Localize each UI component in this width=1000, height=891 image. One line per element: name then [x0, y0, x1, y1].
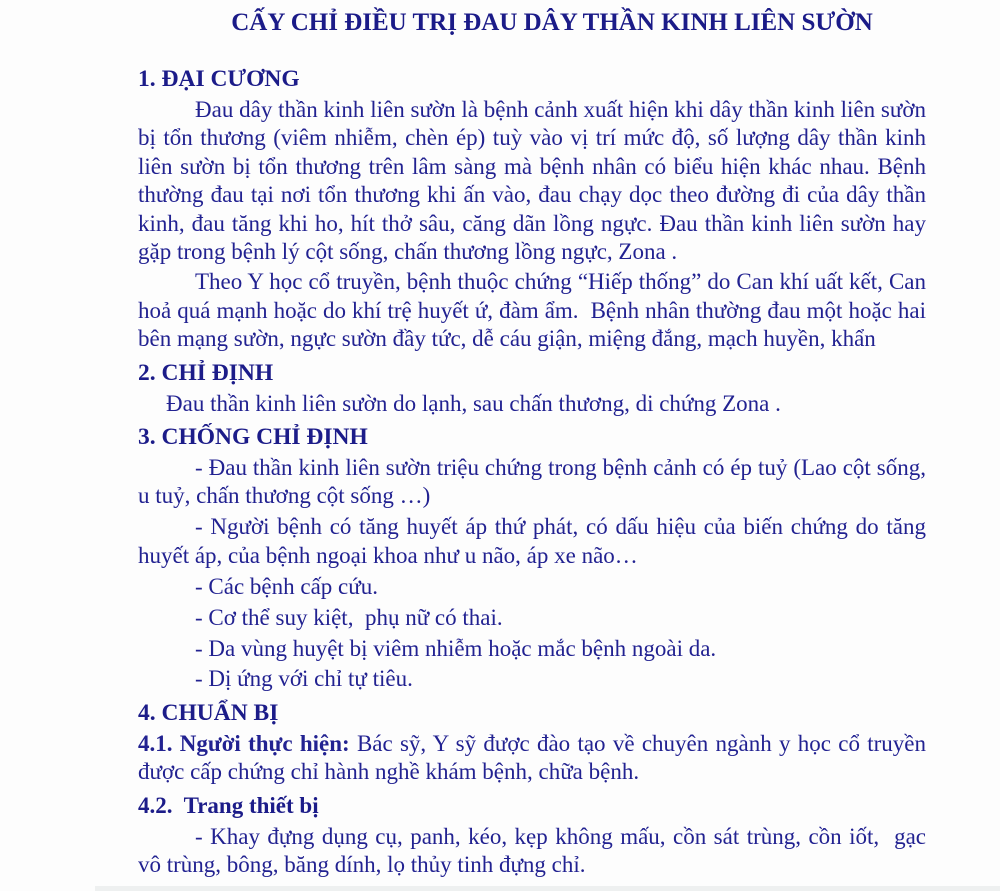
contraindication-item: - Cơ thể suy kiệt, phụ nữ có thai.	[195, 604, 503, 630]
contraindication-item: - Người bệnh có tăng huyết áp thứ phát, có dấu hiệu của biến chứng do tăng huyết áp, của bệnh ngoại khoa như u não, áp xe não…	[138, 514, 932, 568]
contraindication-item: - Dị ứng với chỉ tự tiêu.	[195, 666, 413, 692]
section-1-paragraph-1: Đau dây thần kinh liên sườn là bệnh cảnh xuất hiện khi dây thần kinh liên sườn bị tổn thương (viêm nhiễm, chèn ép) tuỳ vào vị trí mức độ, số lượng dây thần kinh liên sườn bị tổn thương trên lâm sàng mà bệnh nhân có biểu hiện khác nhau. Bệnh thường đau tại nơi tổn thương khi ấn vào, đau chạy dọc theo đường đi của dây thần kinh, đau tăng khi ho, hít thở sâu, căng dãn lồng ngực. Đau thần kinh liên sườn hay gặp trong bệnh lý cột sống, chấn thương lồng ngực, Zona .	[138, 97, 932, 265]
section-4-1-paragraph	[138, 730, 932, 787]
document-title: CẤY CHỈ ĐIỀU TRỊ ĐAU DÂY THẦN KINH LIÊN SƯỜN	[231, 9, 873, 36]
section-3-heading: 3. CHỐNG CHỈ ĐỊNH	[138, 424, 368, 451]
section-4-2-heading: 4.2. Trang thiết bị	[138, 792, 319, 818]
contraindication-item: - Da vùng huyệt bị viêm nhiễm hoặc mắc bệnh ngoài da.	[195, 635, 717, 661]
section-4-1-text: Bác sỹ, Y sỹ được đào tạo về chuyên ngành y học cổ truyền được cấp chứng chỉ hành nghề khám bệnh, chữa bệnh.	[138, 730, 932, 785]
contraindication-item: - Các bệnh cấp cứu.	[195, 573, 378, 599]
section-4-heading: 4. CHUẨN BỊ	[138, 699, 279, 726]
section-2-text: Đau thần kinh liên sườn do lạnh, sau chấn thương, di chứng Zona .	[166, 390, 781, 416]
section-4-1-label: 4.1. Người thực hiện:	[138, 730, 350, 756]
section-1-heading: 1. ĐẠI CƯƠNG	[138, 66, 300, 92]
contraindication-item: - Đau thần kinh liên sườn triệu chứng trong bệnh cảnh có ép tuỷ (Lao cột sống, u tuỷ, chấn thương cột sống …)	[138, 455, 932, 509]
page-bottom-edge	[95, 886, 1000, 891]
section-2-heading: 2. CHỈ ĐỊNH	[138, 359, 274, 386]
equipment-item: - Khay đựng dụng cụ, panh, kéo, kẹp không mấu, cồn sát trùng, cồn iốt, gạc vô trùng, bông, băng dính, lọ thủy tinh đựng chỉ.	[138, 824, 932, 878]
section-1-paragraph-2: Theo Y học cổ truyền, bệnh thuộc chứng “Hiếp thống” do Can khí uất kết, Can hoả quá mạnh hoặc do khí trệ huyết ứ, đàm ẩm. Bệnh nhân thường đau một hoặc hai bên mạng sườn, ngực sườn đầy tức, dễ cáu giận, miệng đắng, mạch huyền, khẩn	[138, 269, 932, 352]
